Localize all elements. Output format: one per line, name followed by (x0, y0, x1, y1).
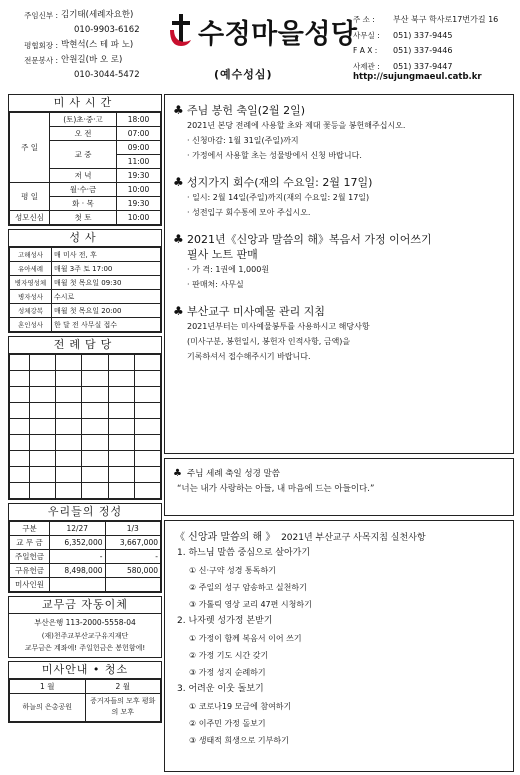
mass-time: 11:00 (117, 155, 161, 169)
mass-time: 07:00 (117, 127, 161, 141)
staff-list (8, 8, 178, 83)
sacraments-box (8, 229, 162, 333)
amount: - (105, 550, 161, 564)
news-item (173, 103, 505, 163)
pastoral-plan-box (164, 520, 514, 772)
news-body (173, 262, 505, 292)
club-icon: ♣ (173, 103, 184, 117)
gospel-quote: “너는 내가 사랑하는 아들, 내 마음에 드는 아들이다.” (177, 484, 375, 494)
table-row (10, 371, 161, 387)
plan-item: ① 가정이 함께 복음서 이어 쓰기 (189, 634, 302, 643)
bulletin-label: (예수성심) (214, 68, 273, 81)
news-title (173, 232, 505, 262)
news-line: · 성전입구 회수통에 모아 주십시오. (187, 208, 311, 217)
news-line: · 신청마감: 1월 31일(주일)까지 (187, 136, 299, 145)
plan-item: ② 가정 기도 시간 갖기 (189, 651, 269, 660)
sacrament-name: 병자성사 (10, 290, 52, 304)
news-title (173, 304, 505, 319)
table-row (10, 435, 161, 451)
table-header-row (10, 522, 161, 536)
table-row (10, 536, 161, 550)
staff-row (8, 38, 178, 53)
table-row (10, 276, 161, 290)
auto-transfer-title: 교무금 자동이체 (9, 597, 161, 614)
mass-time: 18:00 (117, 113, 161, 127)
church-logo-icon (168, 14, 194, 48)
guide-group: 증거자들의 모후 평화의 모후 (85, 693, 161, 721)
staff-name: 안원길(바 오 로) (61, 55, 123, 65)
mass-group: 성모신심 (10, 211, 50, 225)
table-row (10, 387, 161, 403)
sacrament-name: 병자영성체 (10, 276, 52, 290)
contact-value: 051) 337-9447 (393, 61, 453, 71)
contact-row (353, 43, 517, 59)
contact-label: 사무실 : (353, 30, 380, 40)
left-column (8, 94, 162, 726)
auto-transfer-body (9, 614, 161, 657)
column-header: 1 월 (10, 679, 86, 693)
table-row (10, 419, 161, 435)
news-title-line: 필사 노트 판매 (187, 248, 258, 261)
news-title-text: 성지가지 회수(재의 수요일: 2월 17일) (187, 176, 373, 189)
news-line: · 가정에서 사용할 초는 성물방에서 신청 바랍니다. (187, 151, 362, 160)
news-body (173, 190, 505, 220)
table-row (10, 304, 161, 318)
table-row (10, 113, 161, 127)
column-header: 12/27 (50, 522, 106, 536)
table-row (10, 578, 161, 592)
row-label: 구유헌금 (10, 564, 50, 578)
column-header: 구분 (10, 522, 50, 536)
club-icon: ♣ (173, 175, 184, 189)
contact-label: 주 소 : (353, 15, 375, 24)
sacrament-info: 매월 첫 목요일 09:30 (52, 276, 161, 290)
sacrament-name: 유아세례 (10, 262, 52, 276)
plan-item: ① 코로나19 모금에 참여하기 (189, 702, 292, 711)
church-name: 수정마을성당 (198, 19, 358, 50)
sacrament-info: 매 미사 전, 후 (52, 248, 161, 262)
amount: - (50, 550, 106, 564)
gospel-box (164, 458, 514, 516)
news-line: · 가 격: 1권에 1,000원 (187, 265, 270, 274)
staff-phone: 010-9903-6162 (74, 25, 140, 35)
mass-day: 화 · 목 (50, 197, 117, 211)
news-line: 기록하셔서 접수해주시기 바랍니다. (187, 352, 311, 361)
news-line: 2021년부터는 미사예물봉투를 사용하시고 해당사항 (187, 322, 370, 331)
table-row (10, 355, 161, 371)
staff-role: 주임신부 : (24, 11, 58, 20)
amount: 8,498,000 (50, 564, 106, 578)
contact-value: 051) 337-9446 (393, 46, 453, 55)
staff-name: 김기태(세례자요한) (61, 10, 134, 20)
table-row (10, 483, 161, 499)
mass-time: 19:30 (117, 169, 161, 183)
table-row (10, 211, 161, 225)
table-row (10, 550, 161, 564)
bulletin-header (0, 0, 520, 92)
account-holder: (재)천주교부산교구유지재단 (41, 631, 129, 640)
mass-times-title: 미사시간 (9, 95, 161, 112)
mass-day: 저 녁 (50, 169, 117, 183)
news-box (164, 94, 514, 454)
staff-row (8, 53, 178, 68)
sacraments-title: 성사 (9, 230, 161, 247)
table-row (10, 183, 161, 197)
staff-role: 평협회장 : (24, 41, 58, 50)
mass-day: (토)초·중·고 (50, 113, 117, 127)
table-row (10, 262, 161, 276)
news-body (173, 319, 505, 364)
staff-row (8, 8, 178, 23)
guide-group: 하늘의 은총공원 (10, 693, 86, 721)
plan-section-heading: 2. 나자렛 성가정 본받기 (177, 616, 273, 626)
table-row (10, 451, 161, 467)
mass-group: 평 일 (10, 183, 50, 211)
row-label: 주일헌금 (10, 550, 50, 564)
news-title (173, 175, 505, 190)
news-item (173, 175, 505, 220)
transfer-note: 교무금은 계좌에! 주일헌금은 봉헌함에! (24, 644, 146, 652)
sacrament-info: 매월 3주 토 17:00 (52, 262, 161, 276)
table-header-row (10, 679, 161, 693)
liturgy-duty-title: 전례담당 (9, 337, 161, 354)
table-row (10, 403, 161, 419)
mass-guide-table (9, 679, 161, 722)
news-line: (미사구분, 봉헌일시, 봉헌자 인적사항, 금액)을 (187, 337, 351, 346)
amount (105, 578, 161, 592)
news-line: · 일시: 2월 14일(주일)까지(재의 수요일: 2월 17일) (187, 193, 370, 202)
mass-guide-title: 미사안내 • 청소 (9, 662, 161, 679)
news-item (173, 304, 505, 364)
offering-box (8, 503, 162, 593)
news-line: 2021년 본당 전례에 사용할 초와 제대 꽃등을 봉헌해주십시오. (187, 121, 406, 130)
sacrament-name: 고해성사 (10, 248, 52, 262)
mass-times-box (8, 94, 162, 226)
right-column (164, 94, 514, 772)
club-icon: ♣ (173, 304, 184, 318)
news-title (173, 103, 505, 118)
offering-table (9, 521, 161, 592)
table-row (10, 318, 161, 332)
news-title-text (187, 232, 432, 262)
pastoral-plan-title (175, 531, 503, 545)
mass-time: 19:30 (117, 197, 161, 211)
club-icon: ♣ (173, 232, 184, 246)
sacrament-name: 성체강복 (10, 304, 52, 318)
news-item (173, 232, 505, 292)
column-header: 2 월 (85, 679, 161, 693)
plan-section-heading: 1. 하느님 말씀 중심으로 살아가기 (177, 548, 311, 558)
staff-role: 전문봉사 : (24, 56, 58, 65)
mass-times-table (9, 112, 161, 225)
plan-year-theme: 《 신앙과 말씀의 해 》 (175, 532, 276, 543)
sacrament-name: 혼인성사 (10, 318, 52, 332)
gospel-title-text: 주님 세례 축일 성경 말씀 (187, 469, 280, 479)
plan-item: ③ 가톨릭 영상 교리 47편 시청하기 (189, 600, 312, 609)
plan-section-heading: 3. 어려운 이웃 돌보기 (177, 684, 264, 694)
mass-day: 교 중 (50, 141, 117, 169)
staff-name: 박현석(스 테 파 노) (61, 40, 134, 50)
amount: 3,667,000 (105, 536, 161, 550)
news-title-text: 주님 봉헌 축일(2월 2일) (187, 104, 306, 117)
news-title-line: 2021년《신앙과 말씀의 해》복음서 가정 이어쓰기 (187, 233, 432, 246)
table-row (10, 248, 161, 262)
liturgy-duty-table (9, 354, 161, 499)
contact-row (353, 12, 517, 28)
contact-row (353, 28, 517, 44)
staff-phone: 010-3044-5472 (74, 70, 140, 80)
row-label: 미사인원 (10, 578, 50, 592)
mass-group: 주 일 (10, 113, 50, 183)
mass-time: 10:00 (117, 183, 161, 197)
sacrament-info: 매월 첫 목요일 20:00 (52, 304, 161, 318)
mass-guide-box (8, 661, 162, 723)
plan-item: ② 이주민 가정 돌보기 (189, 719, 266, 728)
liturgy-duty-box (8, 336, 162, 500)
bank-account: 부산은행 113-2000-5558-04 (34, 618, 136, 627)
mass-day: 첫 토 (50, 211, 117, 225)
sacrament-info: 수시로 (52, 290, 161, 304)
contact-value: 051) 337-9445 (393, 30, 453, 40)
sacraments-table (9, 247, 161, 332)
contact-label: 사제관 : (353, 61, 380, 71)
news-line: · 판매처: 사무실 (187, 280, 244, 289)
mass-day: 월·수·금 (50, 183, 117, 197)
website-link[interactable]: http://sujungmaeul.catb.kr (353, 72, 482, 82)
plan-item: ③ 생태적 희생으로 기부하기 (189, 736, 289, 745)
auto-transfer-box (8, 596, 162, 658)
mass-time: 10:00 (117, 211, 161, 225)
amount: 6,352,000 (50, 536, 106, 550)
news-body (173, 118, 505, 163)
news-title-text: 부산교구 미사예물 관리 지침 (187, 305, 326, 318)
contact-label: F A X : (353, 46, 378, 55)
amount (50, 578, 106, 592)
gospel-title (173, 467, 505, 481)
plan-item: ② 주일의 성구 암송하고 실천하기 (189, 583, 307, 592)
contact-value: 부산 북구 학사로17번가길 16 (393, 15, 499, 24)
table-row (10, 564, 161, 578)
column-header: 1/3 (105, 522, 161, 536)
mass-time: 09:00 (117, 141, 161, 155)
table-row (10, 290, 161, 304)
plan-item: ① 신·구약 성경 통독하기 (189, 566, 276, 575)
club-icon: ♣ (173, 468, 182, 479)
offering-title: 우리들의 정성 (9, 504, 161, 521)
row-label: 교 무 금 (10, 536, 50, 550)
plan-subtitle: 2021년 부산교구 사목지침 실천사항 (281, 533, 426, 543)
contact-info (353, 12, 517, 74)
mass-day: 오 전 (50, 127, 117, 141)
sacrament-info: 한 달 전 사무실 접수 (52, 318, 161, 332)
amount: 580,000 (105, 564, 161, 578)
plan-item: ③ 가정 성지 순례하기 (189, 668, 266, 677)
table-row (10, 467, 161, 483)
table-row (10, 693, 161, 721)
